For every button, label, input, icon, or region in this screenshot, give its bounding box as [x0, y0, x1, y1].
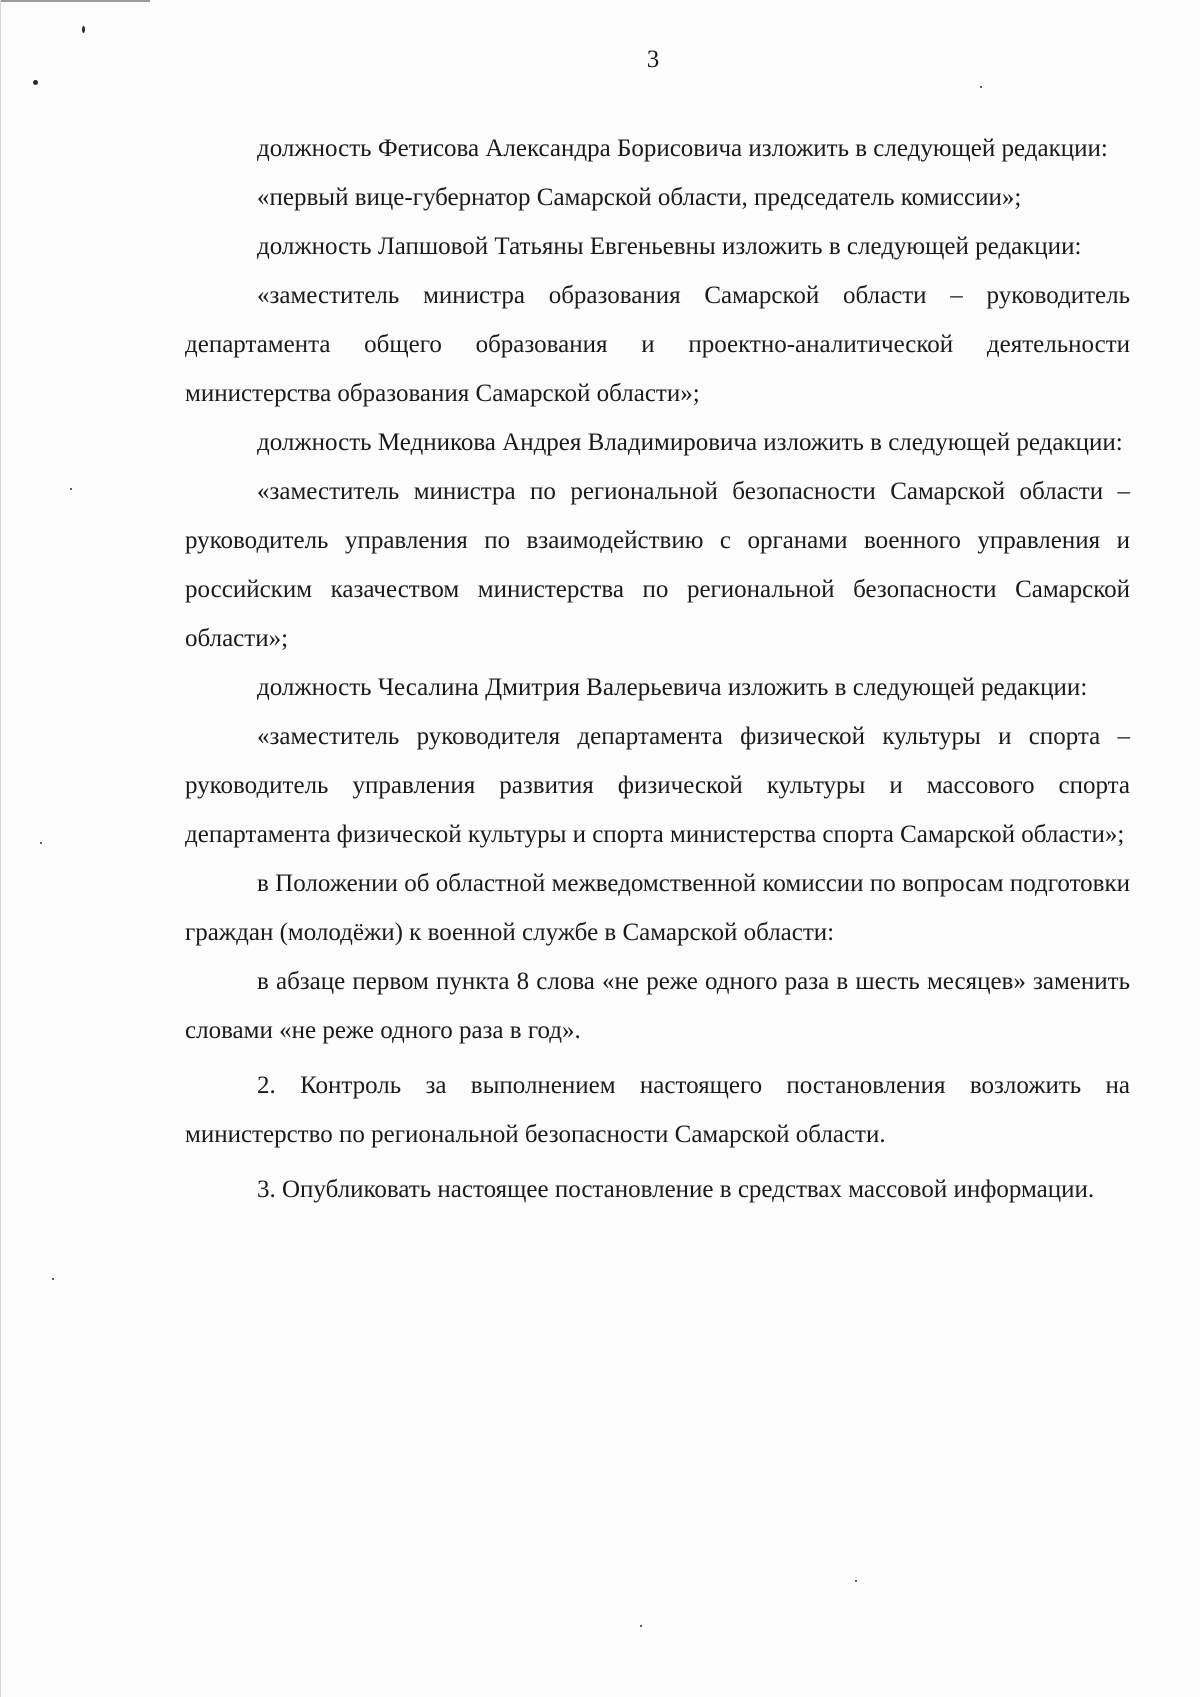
- scan-edge-left: [0, 0, 1, 1697]
- paragraph: должность Лапшовой Татьяны Евгеньевны изложить в следующей редакции:: [257, 233, 1082, 260]
- paragraph: «заместитель министра образования Самарской области – руководитель департамента общего образования и проектно-аналитической деятельности министерства образования Самарской области»;: [185, 282, 1130, 407]
- paragraph: «первый вице-губернатор Самарской области, председатель комиссии»;: [257, 184, 1022, 211]
- scan-speck: [640, 1625, 642, 1627]
- paragraph: должность Фетисова Александра Борисовича изложить в следующей редакции:: [257, 135, 1108, 162]
- paragraph: в абзаце первом пункта 8 слова «не реже одного раза в шесть месяцев» заменить словами «не реже одного раза в год».: [185, 968, 1130, 1044]
- paragraph: «заместитель руководителя департамента физической культуры и спорта – руководитель управления развития физической культуры и массового спорта департамента физической культуры и спорта министерства спорта Самарской области»;: [185, 723, 1130, 848]
- paragraph: в Положении об областной межведомственной комиссии по вопросам подготовки граждан (молодёжи) к военной службе в Самарской области:: [185, 870, 1130, 946]
- document-text: [185, 124, 1130, 1214]
- scan-speck: [40, 842, 42, 844]
- scan-speck: [70, 488, 72, 490]
- scan-speck: [52, 1278, 54, 1280]
- paragraph: 2. Контроль за выполнением настоящего постановления возложить на министерство по региональной безопасности Самарской области.: [185, 1072, 1130, 1148]
- paragraph: должность Чесалина Дмитрия Валерьевича изложить в следующей редакции:: [257, 674, 1088, 701]
- paragraph: «заместитель министра по региональной безопасности Самарской области – руководитель управления по взаимодействию с органами военного управления и российским казачеством министерства по региональной безопасности Самарской области»;: [185, 478, 1130, 652]
- scan-speck: [855, 1580, 857, 1582]
- scan-edge-top: [0, 0, 150, 2]
- page-number: 3: [646, 46, 660, 73]
- paragraph: должность Медникова Андрея Владимировича изложить в следующей редакции:: [257, 429, 1123, 456]
- scan-speck: [33, 80, 38, 85]
- scan-speck: [82, 26, 85, 33]
- paragraph: 3. Опубликовать настоящее постановление в средствах массовой информации.: [257, 1176, 1095, 1203]
- scan-speck: [980, 86, 982, 88]
